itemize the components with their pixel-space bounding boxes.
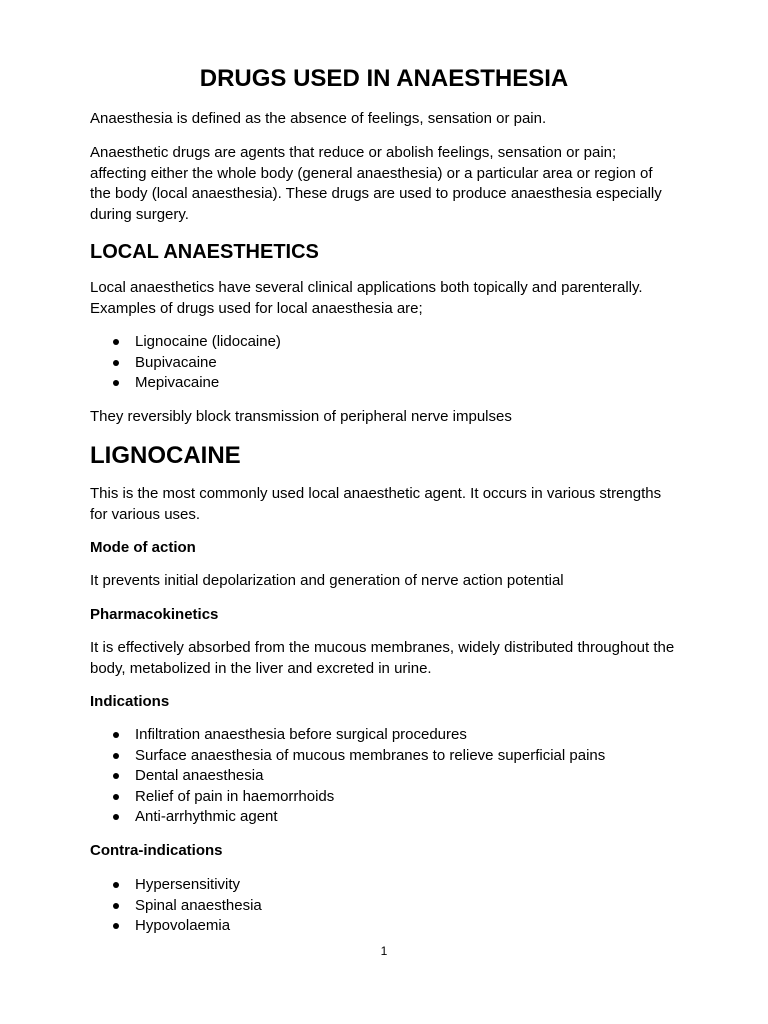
local-anaesthetics-heading: LOCAL ANAESTHETICS xyxy=(90,241,319,263)
paragraph-line: It is effectively absorbed from the mucous membranes, widely distributed throughout the xyxy=(90,639,675,656)
list-item xyxy=(90,787,605,808)
paragraph-line: Local anaesthetics have several clinical applications both topically and parenterally. xyxy=(90,279,643,296)
bullet-icon xyxy=(113,360,119,366)
bullet-icon xyxy=(113,380,119,386)
list-item-text: Mepivacaine xyxy=(135,374,220,392)
bullet-icon xyxy=(113,814,119,820)
contra-indications-list xyxy=(90,875,262,937)
paragraph-line: Anaesthetic drugs are agents that reduce or abolish feelings, sensation or pain; xyxy=(90,144,617,161)
list-item-text: Hypersensitivity xyxy=(135,876,241,893)
document-title: DRUGS USED IN ANAESTHESIA xyxy=(199,65,569,92)
paragraph-line: This is the most commonly used local anaesthetic agent. It occurs in various strengths xyxy=(90,485,662,502)
pharmacokinetics-paragraph xyxy=(90,638,674,679)
list-item xyxy=(90,332,281,353)
paragraph-line: for various uses. xyxy=(90,505,201,523)
mode-of-action-heading: Mode of action xyxy=(90,539,196,556)
list-item-text: Infiltration anaesthesia before surgical procedures xyxy=(135,726,467,743)
list-item-text: Anti-arrhythmic agent xyxy=(135,808,278,826)
pharmacokinetics-heading: Pharmacokinetics xyxy=(90,606,219,623)
list-item xyxy=(90,875,262,896)
paragraph-line: body, metabolized in the liver and excreted in urine. xyxy=(90,659,432,677)
indications-list xyxy=(90,725,605,828)
list-item xyxy=(90,896,262,917)
contra-indications-heading: Contra-indications xyxy=(90,842,223,859)
bullet-icon xyxy=(113,753,119,759)
nerve-impulse-note: They reversibly block transmission of peripheral nerve impulses xyxy=(90,408,512,425)
list-item xyxy=(90,916,262,937)
mode-of-action-text: It prevents initial depolarization and generation of nerve action potential xyxy=(90,572,564,589)
lignocaine-intro-paragraph xyxy=(90,484,661,525)
bullet-icon xyxy=(113,903,119,909)
paragraph-line: Examples of drugs used for local anaesthesia are; xyxy=(90,299,423,317)
list-item-text: Surface anaesthesia of mucous membranes to relieve superficial pains xyxy=(135,746,606,764)
local-anaesthetic-examples-list xyxy=(90,332,281,394)
list-item xyxy=(90,373,281,394)
list-item xyxy=(90,807,605,828)
paragraph-line: the body (local anaesthesia). These drugs are used to produce anaesthesia especially xyxy=(90,185,662,203)
definition-paragraph: Anaesthesia is defined as the absence of feelings, sensation or pain. xyxy=(90,110,547,127)
bullet-icon xyxy=(113,923,119,929)
bullet-icon xyxy=(113,732,119,738)
list-item xyxy=(90,766,605,787)
list-item xyxy=(90,746,605,767)
paragraph-line: during surgery. xyxy=(90,205,189,223)
list-item-text: Bupivacaine xyxy=(135,353,217,371)
list-item-text: Lignocaine (lidocaine) xyxy=(135,333,281,350)
lignocaine-heading: LIGNOCAINE xyxy=(90,442,241,469)
page-number: 1 xyxy=(380,944,388,958)
bullet-icon xyxy=(113,339,119,345)
anaesthetic-drugs-paragraph xyxy=(90,143,662,225)
bullet-icon xyxy=(113,773,119,779)
list-item-text: Hypovolaemia xyxy=(135,917,231,935)
list-item-text: Relief of pain in haemorrhoids xyxy=(135,787,335,805)
list-item xyxy=(90,353,281,374)
list-item xyxy=(90,725,605,746)
bullet-icon xyxy=(113,794,119,800)
bullet-icon xyxy=(113,882,119,888)
list-item-text: Dental anaesthesia xyxy=(135,767,264,785)
local-anaesthetics-paragraph xyxy=(90,278,643,319)
list-item-text: Spinal anaesthesia xyxy=(135,896,262,914)
paragraph-line: affecting either the whole body (general anaesthesia) or a particular area or region of xyxy=(90,164,653,182)
indications-heading: Indications xyxy=(90,693,170,710)
